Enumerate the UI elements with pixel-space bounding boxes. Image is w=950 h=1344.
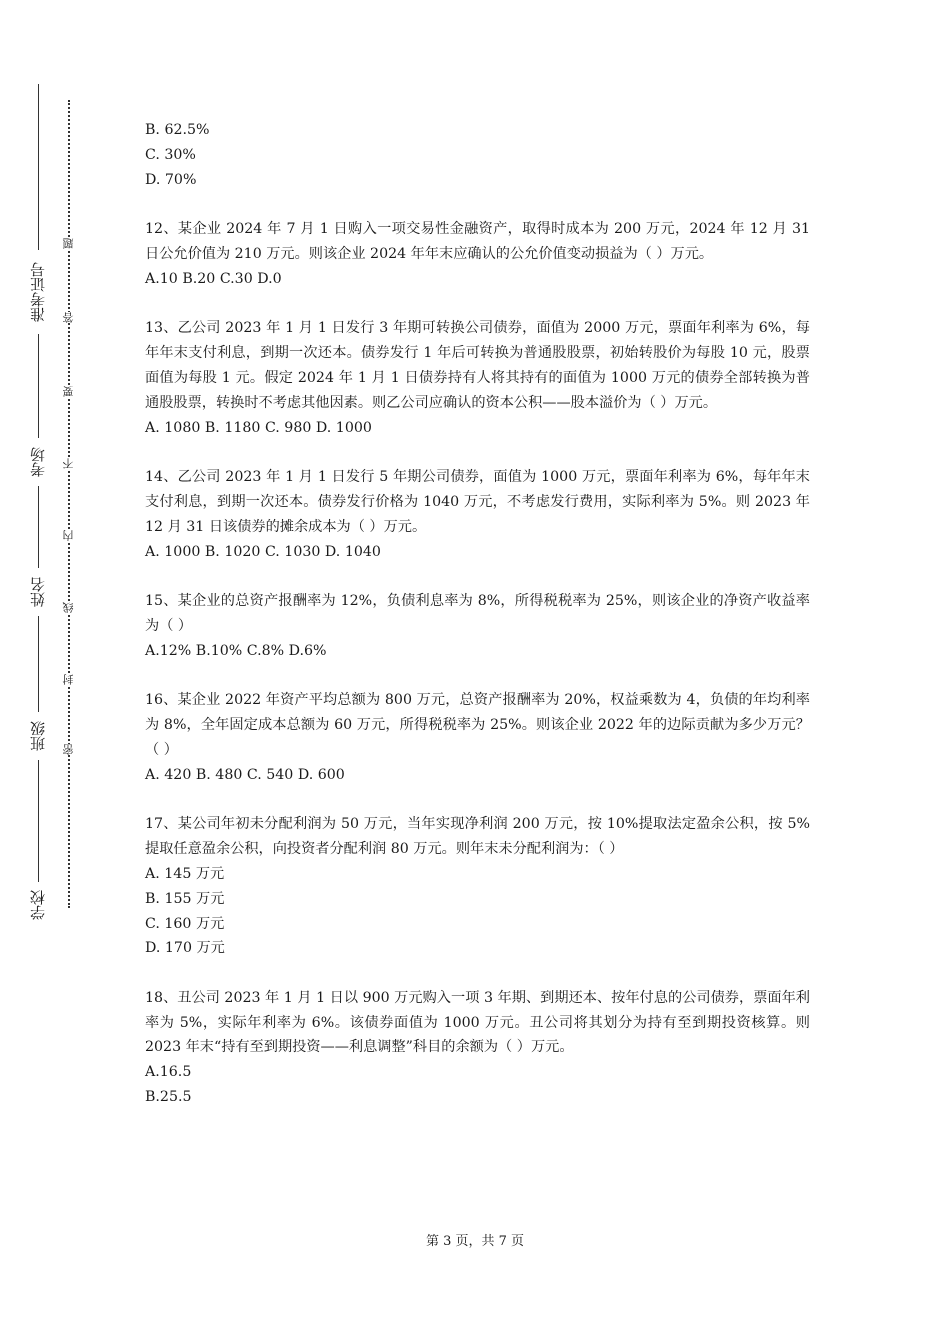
question-12: [145, 217, 810, 291]
question-18: [145, 986, 810, 1110]
option: A.16.5: [145, 1064, 192, 1081]
option: B.25.5: [145, 1089, 192, 1106]
seal-char-mi: 密: [62, 744, 75, 755]
seal-char-ti: 题: [62, 238, 75, 249]
option-line: A.10 B.20 C.30 D.0: [145, 270, 282, 287]
seal-char-yao: 要: [62, 386, 75, 397]
question-text: 16、某企业 2022 年资产平均总额为 800 万元，总资产报酬率为 20%，权益乘数为 4，负债的年均利率为 8%，全年固定成本总额为 60 万元，所得税税率为 25%。则该企业 2022 年的边际贡献为多少万元？（ ）: [145, 692, 810, 758]
seal-char-feng: 封: [62, 674, 75, 685]
question-16: [145, 688, 810, 787]
option-line: A. 1080 B. 1180 C. 980 D. 1000: [145, 419, 372, 436]
question-13: [145, 316, 810, 440]
option: D. 70%: [145, 171, 197, 188]
name-label: 姓名: [24, 568, 52, 616]
seal-char-da: 答: [62, 312, 75, 323]
question-text: 15、某企业的总资产报酬率为 12%，负债利息率为 8%，所得税税率为 25%，则该企业的净资产收益率为（ ）: [145, 593, 810, 634]
seal-dotted-line: [68, 100, 70, 908]
exam-room-label: 考场: [24, 438, 52, 486]
question-text: 17、某公司年初未分配利润为 50 万元，当年实现净利润 200 万元，按 10%提取法定盈余公积，按 5%提取任意盈余公积，向投资者分配利润 80 万元。则年末未分配利润为：（ ）: [145, 816, 810, 858]
question-14: [145, 465, 810, 564]
seal-char-xian: 线: [62, 602, 75, 613]
option-line: A. 1000 B. 1020 C. 1030 D. 1040: [145, 543, 381, 560]
option: C. 30%: [145, 146, 196, 163]
option: B. 155 万元: [145, 890, 225, 907]
page-number: 第 3 页，共 7 页: [425, 1234, 525, 1249]
question-text: 18、丑公司 2023 年 1 月 1 日以 900 万元购入一项 3 年期、到期还本、按年付息的公司债券，票面年利率为 5%，实际年利率为 6%。该债券面值为 1000 万元。丑公司将其划分为持有至到期投资核算。则 2023 年末“持有至到期投资——利息调整”科目的余额为（ ）万元。: [145, 989, 810, 1056]
question-17: [145, 812, 810, 961]
seal-char-bu: 不: [62, 458, 75, 469]
question-15: [145, 589, 810, 663]
question-text: 12、某企业 2024 年 7 月 1 日购入一项交易性金融资产，取得时成本为 200 万元，2024 年 12 月 31 日公允价值为 210 万元。则该企业 2024 年年末应确认的公允价值变动损益为（ ）万元。: [145, 221, 810, 262]
option-line: A.12% B.10% C.8% D.6%: [145, 642, 327, 659]
seal-char-nei: 内: [62, 530, 75, 541]
question-text: 13、乙公司 2023 年 1 月 1 日发行 3 年期可转换公司债券，面值为 2000 万元，票面年利率为 6%，每年年末支付利息，到期一次还本。债券发行 1 年后可转换为普通股股票，初始转股价为每股 10 元，股票面值为每股 1 元。假定 2024 年 1 月 1 日债券持有人将其持有的面值为 1000 万元的债券全部转换为普通股股票，转换时不考虑其他因素。则乙公司应确认的资本公积——股本溢价为（ ）万元。: [145, 320, 810, 411]
option: C. 160 万元: [145, 915, 225, 932]
option-line: A. 420 B. 480 C. 540 D. 600: [145, 766, 345, 783]
option: D. 170 万元: [145, 940, 225, 957]
prev-question-options: [145, 118, 810, 192]
question-content: [145, 118, 810, 1110]
class-label: 班级: [24, 712, 52, 760]
option: B. 62.5%: [145, 122, 210, 138]
exam-number-label: 准考证号: [24, 250, 52, 334]
question-text: 14、乙公司 2023 年 1 月 1 日发行 5 年期公司债券，面值为 1000 万元，票面年利率为 6%，每年年末支付利息，到期一次还本。债券发行价格为 1040 万元，不考虑发行费用，实际利率为 5%。则 2023 年 12 月 31 日该债券的摊余成本为（ ）万元。: [145, 469, 810, 535]
option: A. 145 万元: [145, 865, 225, 882]
school-label: 学校: [24, 882, 52, 928]
